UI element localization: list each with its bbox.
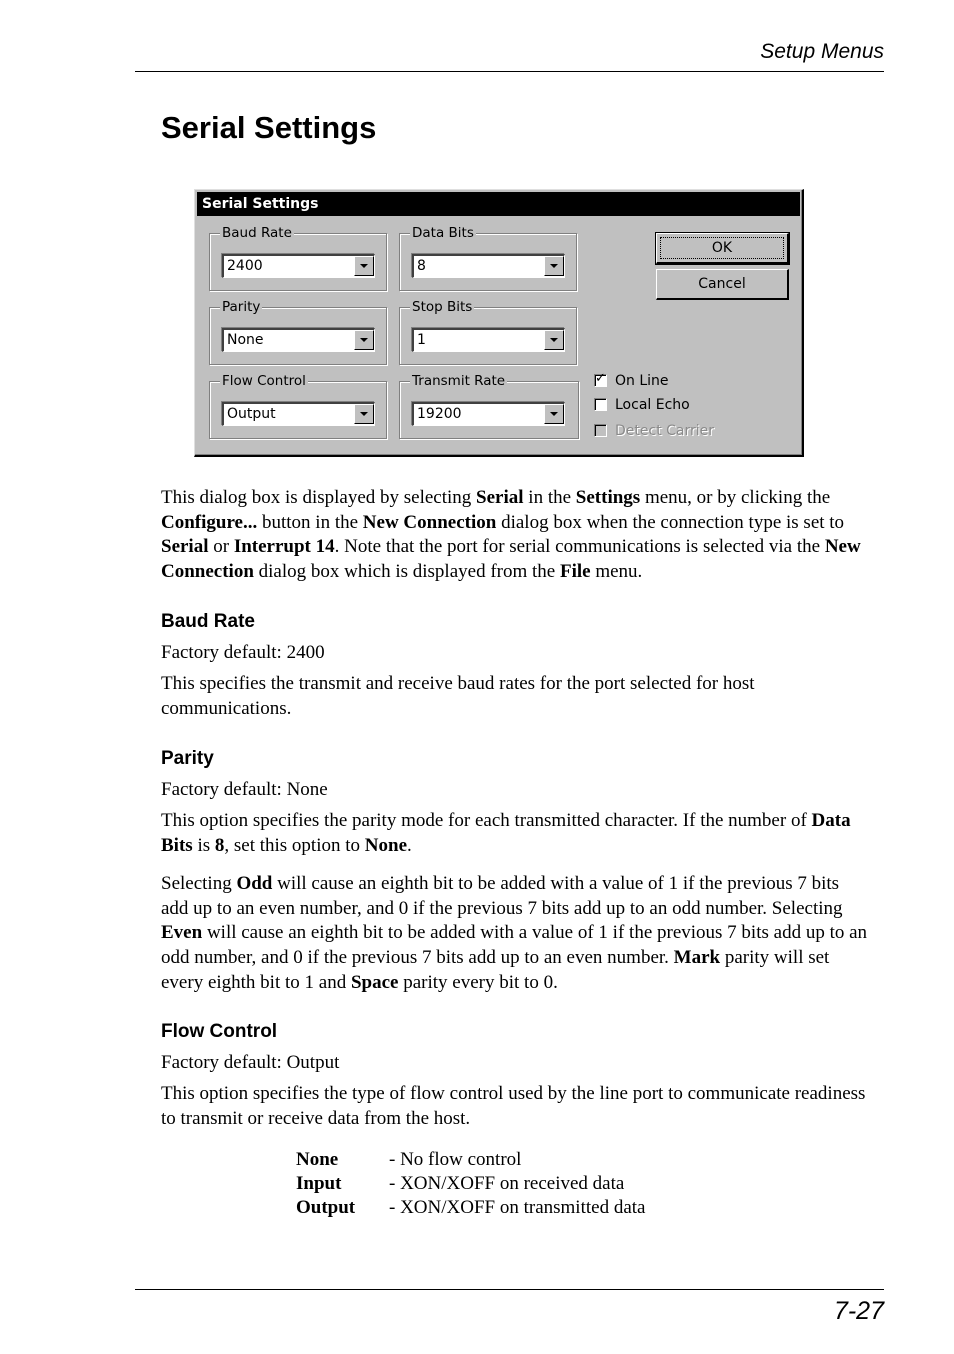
term-even: Even [161,922,203,944]
stop-bits-label: Stop Bits [412,299,473,315]
text: will cause an eighth bit to be added with a value of 1 if the previous 7 bits add up to an even number, and 0 if the previous 7 bits add up to an odd number. Selecting [161,873,843,919]
text: Selecting [161,873,237,894]
detect-carrier-checkbox [594,422,714,442]
baud-rate-default: Factory default: 2400 [161,642,325,663]
parity-details [161,872,871,996]
term-configure: Configure... [161,511,258,533]
text: , set this option to [224,834,365,856]
parity-label: Parity [222,299,261,315]
term-file: File [559,561,591,583]
intro-paragraph [161,486,871,585]
on-line-label: On Line [615,373,669,389]
checkbox-unchecked-icon[interactable] [594,398,607,411]
option-desc: - No flow control [389,1149,522,1170]
flow-control-default: Factory default: Output [161,1052,340,1073]
text: menu, or by clicking the [640,487,831,508]
transmit-rate-group [399,373,579,439]
page-title: Serial Settings [161,110,377,145]
parity-group [209,299,387,365]
baud-rate-select[interactable] [222,254,375,278]
ok-button-label: OK [711,239,733,256]
chevron-down-icon [550,264,558,268]
parity-value: None [227,332,264,348]
term-new-connection: New Connection [362,511,497,533]
data-bits-value: 8 [417,258,426,274]
text: menu. [590,561,643,583]
list-item [296,1196,645,1220]
baud-rate-value: 2400 [227,258,263,274]
list-item [296,1172,624,1196]
on-line-checkbox[interactable] [594,372,669,392]
text: dialog box when the connection type is set to [496,511,845,533]
text: This option specifies the parity mode for each transmitted character. If the number of [161,810,812,831]
flow-control-dropdown-button[interactable] [354,404,374,424]
option-term: None [296,1149,339,1170]
stop-bits-group [399,299,577,365]
text: . [407,834,412,856]
term-new-connection: New Connection [161,536,861,583]
text: in the [523,487,576,508]
text: parity will set every eighth bit to 1 and [161,947,830,993]
term-serial: Serial [476,487,524,508]
text: dialog box which is displayed from the [253,561,560,583]
chevron-down-icon [550,338,558,342]
text: is [192,834,215,856]
footer-rule [135,1289,884,1290]
flow-control-heading: Flow Control [161,1021,278,1042]
transmit-rate-select[interactable] [412,402,565,426]
header-rule [135,71,884,72]
stop-bits-dropdown-button[interactable] [544,330,564,350]
chevron-down-icon [360,338,368,342]
detect-carrier-label: Detect Carrier [615,423,715,439]
parity-select[interactable] [222,328,375,352]
flow-control-description: This option specifies the type of flow control used by the line port to communicate readiness to transmit or receive data from the host. [161,1083,866,1129]
option-term: Output [296,1197,356,1218]
flow-control-group [209,373,387,439]
parity-dropdown-button[interactable] [354,330,374,350]
text: parity every bit to 0. [398,971,558,993]
parity-default: Factory default: None [161,779,328,800]
term-8: 8 [214,834,225,856]
stop-bits-select[interactable] [412,328,565,352]
dialog-title-bar: Serial Settings [197,192,800,216]
baud-rate-dropdown-button[interactable] [354,256,374,276]
term-odd: Odd [236,873,273,894]
checkbox-disabled-icon [594,424,607,437]
baud-rate-group [209,225,387,291]
term-data-bits: Data Bits [161,810,851,856]
chevron-down-icon [360,264,368,268]
baud-rate-description: This specifies the transmit and receive baud rates for the port selected for host communications. [161,673,755,719]
list-item [296,1148,521,1172]
term-none: None [364,834,408,856]
option-term: Input [296,1173,342,1194]
text: button in the [257,511,363,533]
data-bits-select[interactable] [412,254,565,278]
option-desc: - XON/XOFF on transmitted data [389,1197,646,1218]
text: or [208,536,234,558]
data-bits-dropdown-button[interactable] [544,256,564,276]
option-desc: - XON/XOFF on received data [389,1173,625,1194]
text: will cause an eighth bit to be added with a value of 1 if the previous 7 bits add up to an odd number, and 0 if the previous 7 bits add up to an even number. [161,922,868,969]
term-mark: Mark [673,947,721,969]
text: This dialog box is displayed by selecting [161,487,477,508]
term-space: Space [350,971,399,993]
stop-bits-value: 1 [417,332,426,348]
term-interrupt-14: Interrupt 14 [233,536,335,558]
transmit-rate-dropdown-button[interactable] [544,404,564,424]
ok-button[interactable] [656,233,789,264]
focus-rectangle [660,237,784,259]
chevron-down-icon [550,412,558,416]
term-serial: Serial [161,536,209,558]
checkbox-checked-icon[interactable] [594,374,607,387]
running-header: Setup Menus [760,40,884,63]
cancel-button[interactable]: Cancel [656,269,789,300]
transmit-rate-label: Transmit Rate [412,373,506,389]
baud-rate-heading: Baud Rate [161,611,255,632]
term-settings: Settings [575,487,641,508]
data-bits-label: Data Bits [412,225,474,241]
text: . Note that the port for serial communications is selected via the [334,536,825,558]
data-bits-group [399,225,577,291]
transmit-rate-value: 19200 [417,406,462,422]
parity-description [161,809,871,858]
serial-settings-dialog [194,189,804,457]
local-echo-label: Local Echo [615,397,690,413]
local-echo-checkbox[interactable] [594,396,690,416]
chevron-down-icon [360,412,368,416]
flow-control-value: Output [227,406,276,422]
page-number: 7-27 [833,1297,884,1325]
baud-rate-label: Baud Rate [222,225,292,241]
flow-control-select[interactable] [222,402,375,426]
flow-control-label: Flow Control [222,373,306,389]
parity-heading: Parity [161,748,214,769]
